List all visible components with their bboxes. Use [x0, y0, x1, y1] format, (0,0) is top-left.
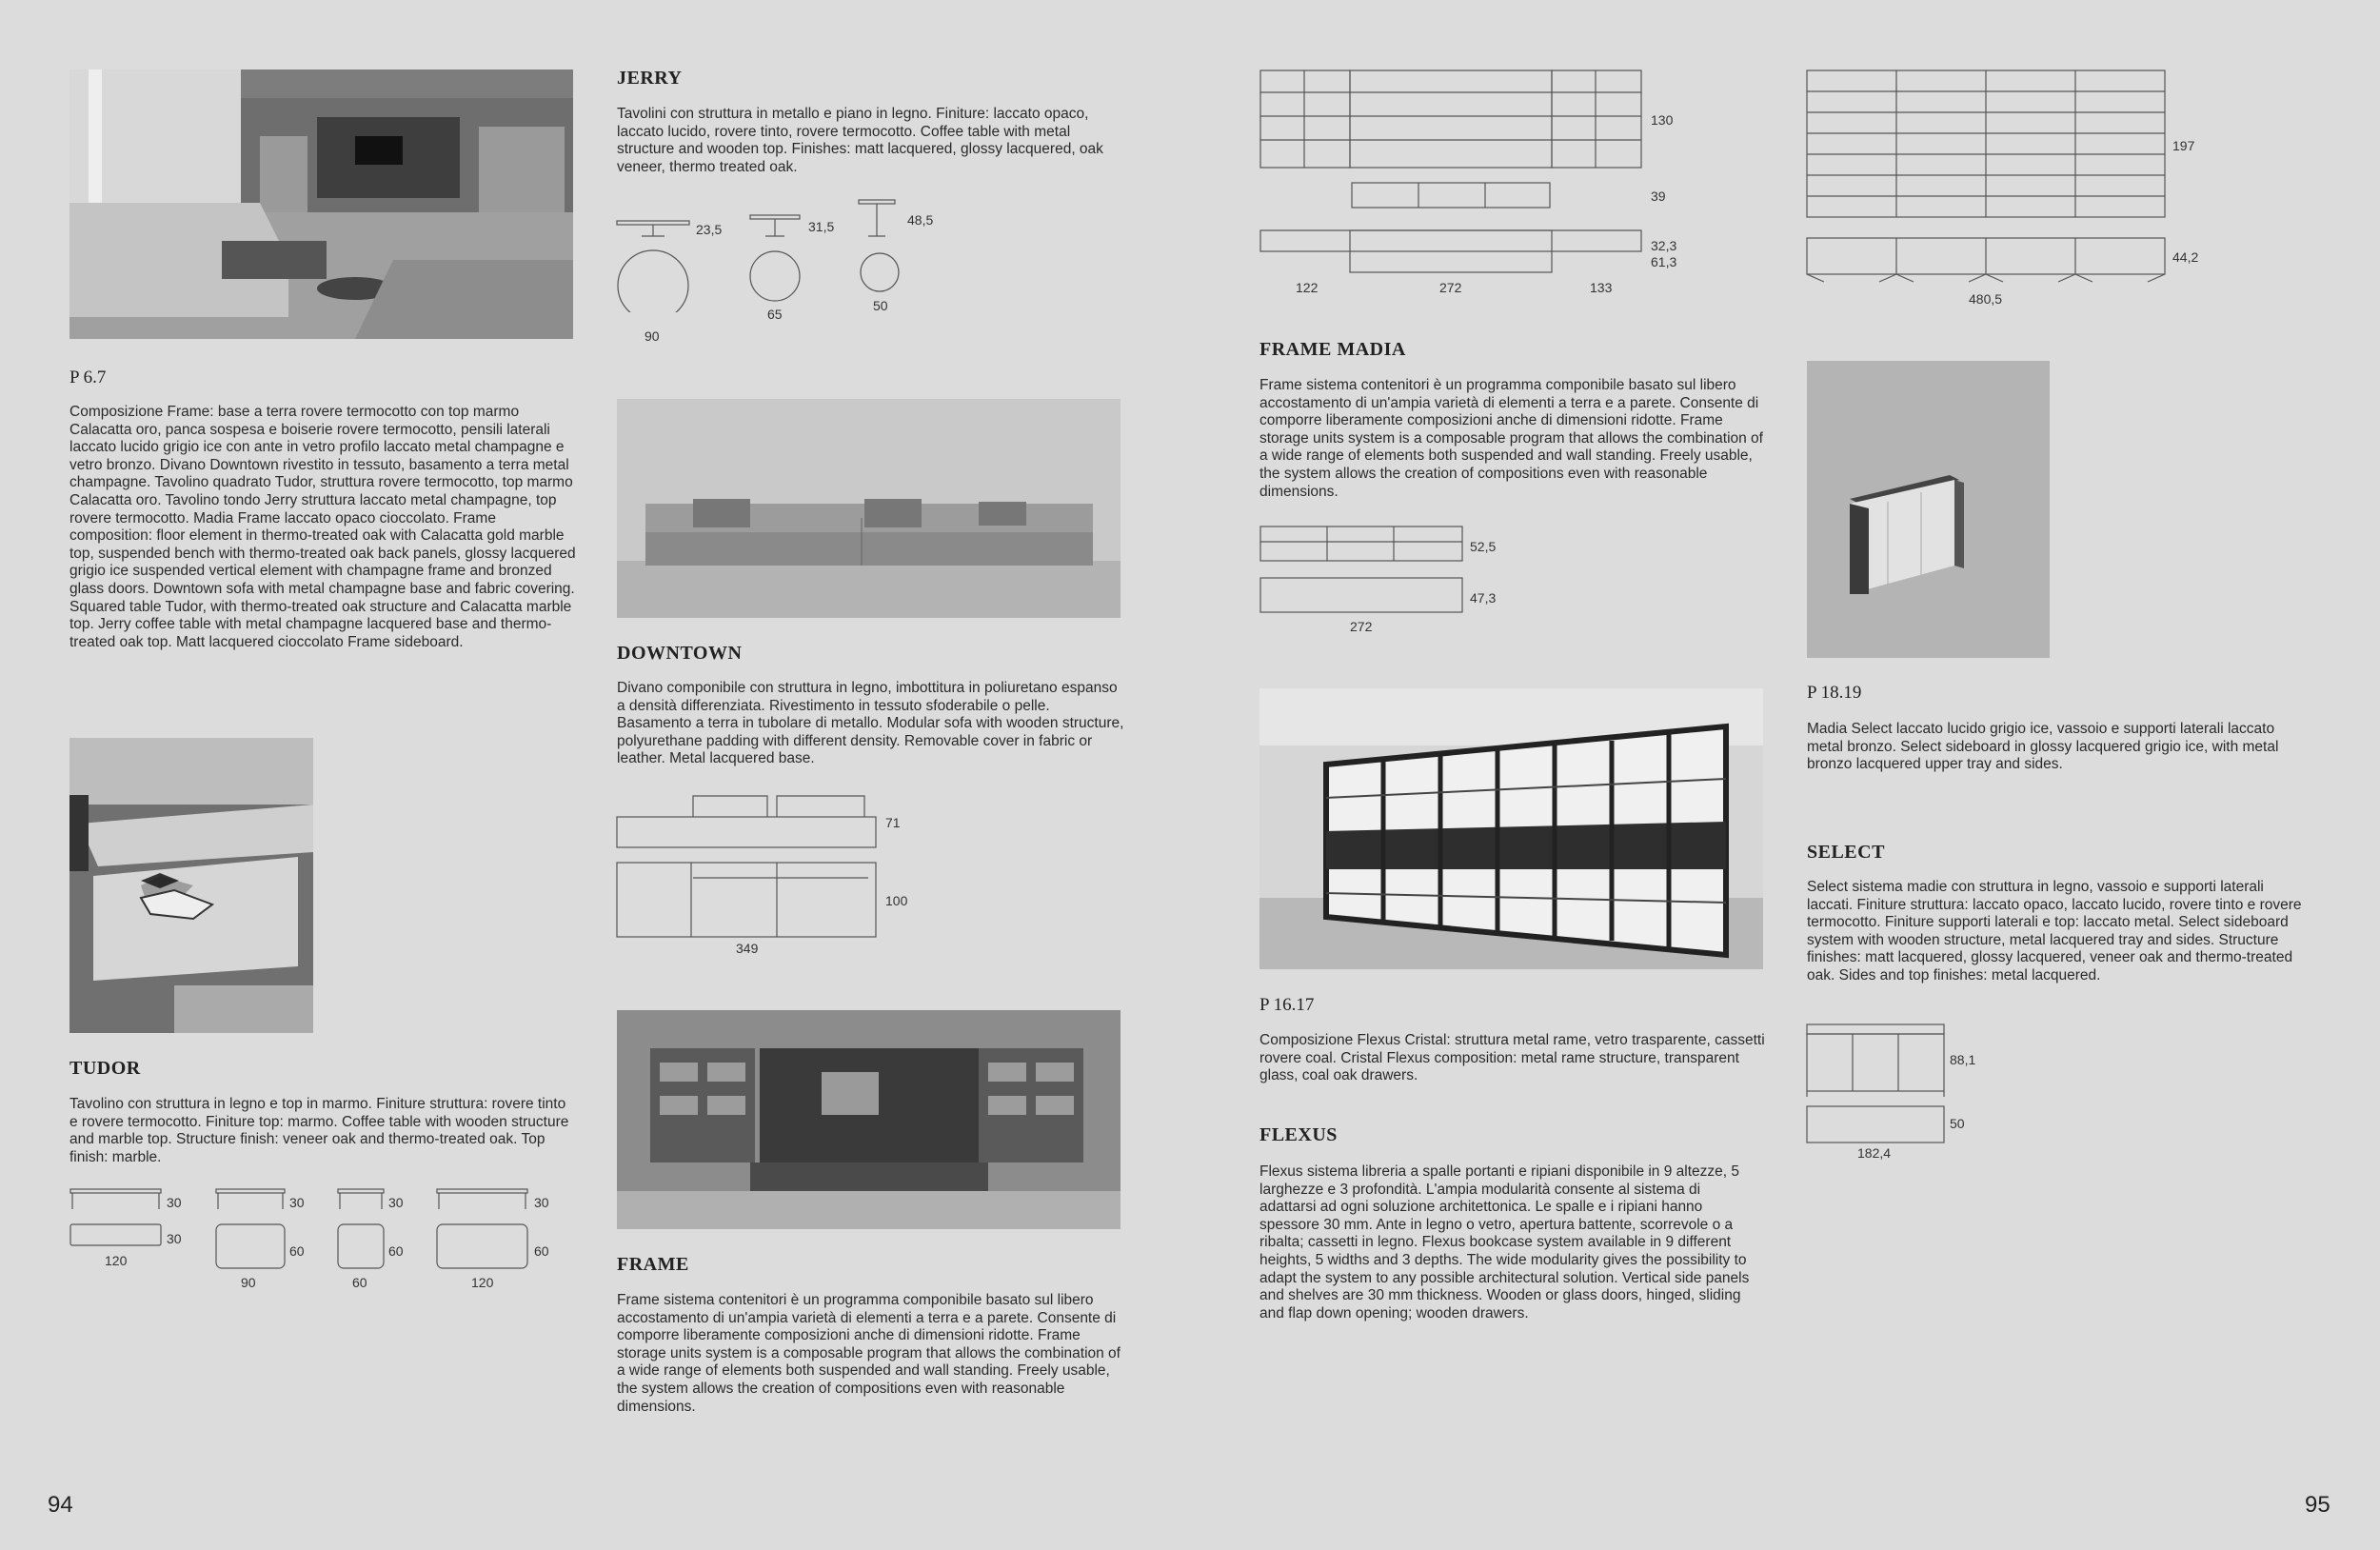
downtown-dim-w: 349 — [736, 941, 759, 956]
p1617-text: Composizione Flexus Cristal: struttura metal rame, vetro trasparente, cassetti rovere coal. Cristal Flexus composition: metal rame structure, transparent glass, coal oak drawers. — [1259, 1032, 1765, 1084]
tudor-dim-w3: 60 — [352, 1275, 367, 1290]
tudor-dim-d4: 60 — [534, 1243, 549, 1259]
p67-ref: P 6.7 — [69, 368, 107, 388]
frame-madia-dim-w: 272 — [1350, 619, 1373, 634]
frame-madia-drawing — [1259, 525, 1466, 615]
tudor-dim-w1: 120 — [105, 1253, 128, 1268]
frame-madia-dim-d: 47,3 — [1470, 590, 1497, 606]
tudor-dim-h2: 30 — [289, 1195, 305, 1210]
p1617-ref: P 16.17 — [1259, 995, 1315, 1015]
flexus-dim-w: 480,5 — [1969, 291, 2003, 307]
p67-text: Composizione Frame: base a terra rovere termocotto con top marmo Calacatta oro, panca sospesa e boiserie rovere termocotto, pensili laterali laccato lucido grigio ice con ante in vetro profilo laccato metal champagne e vetro bronzo. Divano Downtown rivestito in tessuto, basamento a terra metal champagne. Tavolino quadrato Tudor, struttura rovere termocotto, top marmo Calacatta oro. Tavolino tondo Jerry struttura laccato metal champagne, top rovere termocotto. Madia Frame laccato opaco cioccolato. Frame composition: floor element in thermo-treated oak with Calacatta gold marble top, suspended bench with thermo-treated oak back panels, glossy lacquered grigio ice suspended vertical element with champagne frame and bronzed glass doors. Downtown sofa with metal champagne base and fabric covering. Squared table Tudor, with thermo-treated oak structure and Calacatta marble top. Jerry coffee table with metal champagne lacquered base and thermo-treated oak top. Matt lacquered cioccolato Frame sideboard. — [69, 404, 576, 650]
jerry-dim-w2: 65 — [767, 307, 783, 322]
frame-text: Frame sistema contenitori è un programma componibile basato sul libero accostamento di un'ampia varietà di elementi a terra e a parete. Consente di comporre liberamente composizioni anche di dimensioni ridotte. Frame storage units system is a composable program that allows the combination of a wide range of elements both suspended and wall standing. Freely usable, the system allows the creation of compositions even with reasonable dimensions. — [617, 1292, 1121, 1415]
flexus-drawing — [1805, 69, 2167, 286]
tudor-drawings — [69, 1188, 565, 1283]
frame-madia-title: FRAME MADIA — [1259, 339, 1406, 360]
downtown-title: DOWNTOWN — [617, 643, 743, 664]
tudor-dim-h1: 30 — [167, 1195, 182, 1210]
select-photo — [1807, 361, 2050, 658]
tudor-dim-w4: 120 — [471, 1275, 494, 1290]
page-number-left: 94 — [48, 1492, 73, 1518]
frame-wall-dim-3: 32,3 — [1651, 238, 1677, 253]
frame-wall-dim-1: 130 — [1651, 112, 1674, 128]
flexus-dim-d: 44,2 — [2172, 249, 2199, 265]
frame-photo — [617, 1010, 1121, 1229]
frame-madia-dim-h: 52,5 — [1470, 539, 1497, 554]
tudor-title: TUDOR — [69, 1058, 141, 1079]
frame-madia-text: Frame sistema contenitori è un programma componibile basato sul libero accostamento di un'ampia varietà di elementi a terra e a parete. Consente di comporre liberamente composizioni anche di dimensioni ridotte. Frame storage units system is a composable program that allows the combination of a wide range of elements both suspended and wall standing. Freely usable, the system allows the creation of compositions even with reasonable dimensions. — [1259, 377, 1763, 500]
tudor-dim-h4: 30 — [534, 1195, 549, 1210]
jerry-dim-h1: 23,5 — [696, 222, 723, 237]
frame-wall-dim-2: 39 — [1651, 189, 1666, 204]
downtown-text: Divano componibile con struttura in legno, imbottitura in poliuretano espanso a densità differenziata. Rivestimento in tessuto sfoderabile o pelle. Basamento a terra in tubolare di metallo. Modular sofa with wooden structure, polyurethane padding with different density. Removable cover in fabric or leather. Metal lacquered base. — [617, 680, 1124, 767]
tudor-dim-d2: 60 — [289, 1243, 305, 1259]
frame-wall-drawing — [1259, 69, 1647, 280]
jerry-dim-w1: 90 — [645, 328, 660, 344]
frame-wall-dim-w2: 272 — [1439, 280, 1462, 295]
frame-wall-dim-4: 61,3 — [1651, 254, 1677, 269]
jerry-dim-w3: 50 — [873, 298, 888, 313]
p1819-text: Madia Select laccato lucido grigio ice, vassoio e supporti laterali laccato metal bronzo. Select sideboard in glossy lacquered grigio ice, with metal bronzo lacquered upper tray and sides. — [1807, 721, 2279, 773]
flexus-dim-h: 197 — [2172, 138, 2195, 153]
downtown-drawings — [615, 790, 882, 943]
tudor-photo — [69, 738, 313, 1033]
select-drawing — [1805, 1023, 1948, 1144]
living-room-photo — [69, 70, 573, 339]
jerry-title: JERRY — [617, 68, 683, 89]
downtown-dim-d: 100 — [885, 893, 908, 908]
tudor-dim-w2: 90 — [241, 1275, 256, 1290]
jerry-drawings — [615, 198, 920, 312]
tudor-dim-d3: 60 — [388, 1243, 404, 1259]
p1819-ref: P 18.19 — [1807, 683, 1862, 703]
page-number-right: 95 — [2305, 1492, 2330, 1518]
select-text: Select sistema madie con struttura in legno, vassoio e supporti laterali laccati. Finiture struttura: laccato opaco, laccato lucido, rovere tinto e rovere termocotto. Finiture supporti laterali e top: laccato metal. Select sideboard system with wooden structure, metal lacquered tray and sides. Structure finishes: matt lacquered, glossy lacquered, veneer oak and thermo-treated oak. Sides and top finishes: metal lacquered. — [1807, 879, 2302, 984]
jerry-dim-h2: 31,5 — [808, 219, 835, 234]
select-dim-w: 182,4 — [1857, 1145, 1892, 1161]
select-dim-d: 50 — [1950, 1116, 1965, 1131]
flexus-text: Flexus sistema libreria a spalle portanti e ripiani disponibile in 9 altezze, 5 larghezze e 3 profondità. L'ampia modularità consente al sistema di adattarsi ad ogni soluzione architettonica. Le spalle e i ripiani hanno spessore 30 mm. Ante in legno o vetro, apertura battente, scorrevole o a ribalta; cassetti in legno. Flexus bookcase system available in 9 different heights, 5 widths and 3 depths. The wide modularity gives the possibility to adapt the system to any possible architectural solution. Vertical side panels and shelves are 30 mm thickness. Wooden or glass doors, hinged, sliding and flap down opening; wooden drawers. — [1259, 1163, 1750, 1321]
flexus-title: FLEXUS — [1259, 1124, 1338, 1145]
tudor-text: Tavolino con struttura in legno e top in marmo. Finiture struttura: rovere tinto e rovere termocotto. Finiture top: marmo. Coffee table with wooden structure and marble top. Structure finish: veneer oak and thermo-treated oak. Top finish: marble. — [69, 1096, 569, 1165]
tudor-dim-h3: 30 — [388, 1195, 404, 1210]
frame-wall-dim-w3: 133 — [1590, 280, 1613, 295]
downtown-dim-h: 71 — [885, 815, 901, 830]
frame-title: FRAME — [617, 1254, 689, 1275]
jerry-text: Tavolini con struttura in metallo e piano in legno. Finiture: laccato opaco, laccato lucido, rovere tinto, rovere termocotto. Coffee table with metal structure and wooden top. Finishes: matt lacquered, glossy lacquered, oak veneer, thermo treated oak. — [617, 106, 1103, 175]
downtown-photo — [617, 399, 1121, 618]
tudor-dim-d1: 30 — [167, 1231, 182, 1246]
flexus-photo — [1259, 688, 1763, 969]
jerry-dim-h3: 48,5 — [907, 212, 934, 228]
select-dim-h: 88,1 — [1950, 1052, 1976, 1067]
select-title: SELECT — [1807, 842, 1885, 863]
frame-wall-dim-w1: 122 — [1296, 280, 1319, 295]
